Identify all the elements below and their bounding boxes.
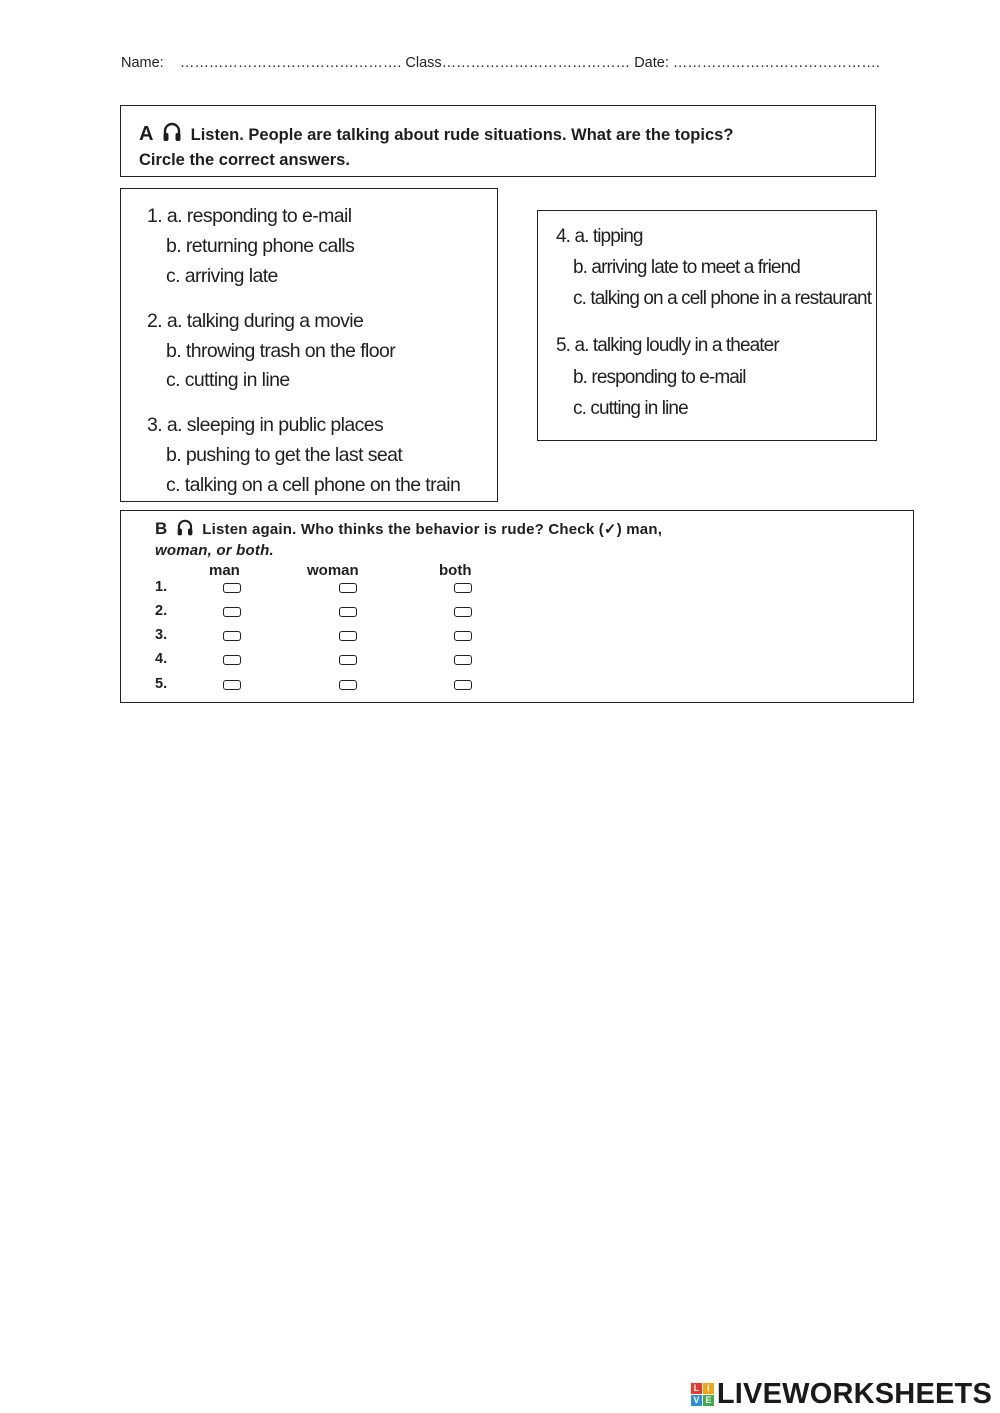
option-5c[interactable]: c. cutting in line (573, 398, 688, 419)
brand-text: LIVEWORKSHEETS (716, 1378, 992, 1410)
logo-tile: E (703, 1395, 714, 1406)
checkbox-man-3[interactable] (223, 631, 241, 641)
checkbox-man-5[interactable] (223, 680, 241, 690)
checkbox-both-3[interactable] (454, 631, 472, 641)
header-fields (121, 55, 880, 71)
section-a-instructions (120, 105, 876, 177)
option-3a[interactable]: a. sleeping in public places (166, 414, 384, 436)
section-b-letter: B (155, 519, 168, 538)
column-header-woman: woman (307, 562, 359, 579)
option-4c[interactable]: c. talking on a cell phone in a restaurant (573, 288, 872, 309)
section-a-instruction-line1: Listen. People are talking about rude situations. What are the topics? (190, 126, 734, 144)
headphones-icon (162, 122, 182, 150)
option-1a[interactable]: a. responding to e-mail (166, 205, 352, 227)
option-4b[interactable]: b. arriving late to meet a friend (573, 257, 800, 278)
headphones-icon (176, 519, 194, 542)
checkbox-woman-3[interactable] (339, 631, 357, 641)
option-5b[interactable]: b. responding to e-mail (573, 367, 746, 388)
question-3: 3. a. sleeping in public places (147, 414, 384, 436)
date-field[interactable]: ……………………………………. (672, 55, 880, 71)
question-2: 2. a. talking during a movie (147, 310, 364, 332)
checkbox-man-2[interactable] (223, 607, 241, 617)
column-header-both: both (439, 562, 472, 579)
option-1c[interactable]: c. arriving late (166, 265, 278, 287)
liveworksheets-brand (691, 1378, 992, 1411)
option-3b[interactable]: b. pushing to get the last seat (166, 444, 403, 466)
section-b (120, 510, 914, 703)
questions-box-left (120, 188, 498, 502)
section-a-letter: A (139, 123, 154, 145)
option-2c[interactable]: c. cutting in line (166, 369, 290, 391)
row-number: 2. (155, 603, 168, 619)
question-5: 5. a. talking loudly in a theater (556, 335, 779, 356)
checkbox-both-4[interactable] (454, 655, 472, 665)
option-1b[interactable]: b. returning phone calls (166, 235, 355, 257)
class-label: Class (405, 55, 442, 71)
section-b-instruction-line1: Listen again. Who thinks the behavior is rude? Check (✓) man, (202, 521, 663, 538)
checkbox-woman-4[interactable] (339, 655, 357, 665)
option-2a[interactable]: a. talking during a movie (166, 310, 364, 332)
name-label: Name: (121, 55, 164, 71)
section-a-instruction-line2: Circle the correct answers. (139, 151, 350, 169)
row-number: 1. (155, 579, 168, 595)
option-2b[interactable]: b. throwing trash on the floor (166, 340, 396, 362)
checkbox-both-2[interactable] (454, 607, 472, 617)
liveworksheets-logo-icon (691, 1383, 714, 1406)
class-field[interactable]: ………………………………… (441, 55, 631, 71)
question-4: 4. a. tipping (556, 226, 643, 247)
column-header-man: man (209, 562, 240, 579)
row-number: 3. (155, 627, 168, 643)
option-3c[interactable]: c. talking on a cell phone on the train (166, 474, 461, 496)
checkbox-woman-1[interactable] (339, 583, 357, 593)
checkbox-man-4[interactable] (223, 655, 241, 665)
option-5a[interactable]: a. talking loudly in a theater (574, 335, 779, 356)
logo-tile: L (691, 1383, 702, 1394)
checkbox-woman-5[interactable] (339, 680, 357, 690)
checkbox-man-1[interactable] (223, 583, 241, 593)
checkbox-both-5[interactable] (454, 680, 472, 690)
option-4a[interactable]: a. tipping (574, 226, 643, 247)
name-field[interactable]: ………………………………………. (179, 55, 402, 71)
section-b-instruction-line2: woman, or both. (155, 542, 274, 559)
checkbox-both-1[interactable] (454, 583, 472, 593)
question-1: 1. a. responding to e-mail (147, 205, 352, 227)
row-number: 4. (155, 651, 168, 667)
row-number: 5. (155, 676, 168, 692)
questions-box-right (537, 210, 877, 441)
checkbox-woman-2[interactable] (339, 607, 357, 617)
date-label: Date: (634, 55, 669, 71)
logo-tile: V (691, 1395, 702, 1406)
logo-tile: I (703, 1383, 714, 1394)
